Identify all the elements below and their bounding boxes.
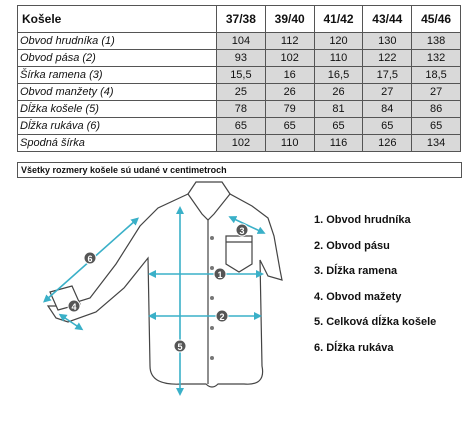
marker-3	[236, 224, 248, 236]
marker-label: 1	[217, 270, 223, 280]
table-cell: 130	[363, 33, 412, 50]
legend-item: 5. Celková dĺžka košele	[314, 316, 437, 328]
table-cell: 65	[314, 118, 363, 135]
table-cell: 110	[314, 50, 363, 67]
measurement-legend	[314, 214, 436, 367]
table-cell: 116	[314, 135, 363, 152]
table-header-row	[18, 6, 461, 33]
marker-label: 4	[71, 302, 77, 312]
table-row	[18, 67, 461, 84]
marker-6	[84, 252, 96, 264]
table-cell: 93	[217, 50, 266, 67]
table-cell: 102	[217, 135, 266, 152]
legend-item: 4. Obvod mažety	[314, 290, 402, 303]
table-row	[18, 101, 461, 118]
table-cell: 104	[217, 33, 266, 50]
legend-item: 6. Dĺžka rukáva	[314, 341, 394, 354]
row-label: Obvod manžety (4)	[18, 84, 217, 101]
table-cell: 81	[314, 101, 363, 118]
table-cell: 16,5	[314, 67, 363, 84]
table-cell: 18,5	[412, 67, 461, 84]
table-cell: 112	[265, 33, 314, 50]
shirt-diagram	[0, 180, 300, 425]
table-row	[18, 50, 461, 67]
size-table	[17, 5, 461, 152]
table-cell: 84	[363, 101, 412, 118]
table-cell: 27	[412, 84, 461, 101]
row-label: Obvod hrudníka (1)	[18, 33, 217, 50]
table-header-cell: 45/46	[412, 6, 461, 33]
marker-label: 2	[219, 312, 225, 322]
marker-5	[174, 340, 186, 352]
table-header-cell: 37/38	[217, 6, 266, 33]
table-row	[18, 84, 461, 101]
units-note: Všetky rozmery košele sú udané v centimetroch	[17, 162, 462, 178]
legend-item: 3. Dĺžka ramena	[314, 265, 398, 277]
marker-1	[214, 268, 226, 280]
table-cell: 134	[412, 135, 461, 152]
table-cell: 138	[412, 33, 461, 50]
table-cell: 86	[412, 101, 461, 118]
table-header-cell: 41/42	[314, 6, 363, 33]
table-cell: 65	[412, 118, 461, 135]
row-label: Obvod pása (2)	[18, 50, 217, 67]
table-cell: 79	[265, 101, 314, 118]
shirt-outline	[48, 182, 282, 387]
table-cell: 25	[217, 84, 266, 101]
table-row	[18, 135, 461, 152]
legend-item: 1. Obvod hrudníka	[314, 214, 411, 226]
table-header-cell: 43/44	[363, 6, 412, 33]
table-cell: 120	[314, 33, 363, 50]
table-cell: 17,5	[363, 67, 412, 84]
table-header-cell: 39/40	[265, 6, 314, 33]
table-cell: 102	[265, 50, 314, 67]
table-row	[18, 118, 461, 135]
table-cell: 15,5	[217, 67, 266, 84]
table-cell: 16	[265, 67, 314, 84]
legend-item: 2. Obvod pásu	[314, 239, 390, 252]
row-label: Dĺžka rukáva (6)	[18, 118, 217, 135]
table-cell: 122	[363, 50, 412, 67]
table-cell: 26	[314, 84, 363, 101]
table-cell: 126	[363, 135, 412, 152]
row-label: Spodná šírka	[18, 135, 217, 152]
marker-4	[68, 300, 80, 312]
marker-label: 6	[87, 254, 93, 264]
table-cell: 132	[412, 50, 461, 67]
table-cell: 65	[363, 118, 412, 135]
row-label: Dĺžka košele (5)	[18, 101, 217, 118]
marker-label: 5	[177, 342, 183, 352]
table-header-cell: Košele	[18, 6, 217, 33]
table-row	[18, 33, 461, 50]
table-cell: 27	[363, 84, 412, 101]
table-cell: 78	[217, 101, 266, 118]
table-cell: 26	[265, 84, 314, 101]
row-label: Šírka ramena (3)	[18, 67, 217, 84]
marker-2	[216, 310, 228, 322]
marker-label: 3	[239, 226, 245, 236]
table-cell: 110	[265, 135, 314, 152]
table-cell: 65	[265, 118, 314, 135]
table-cell: 65	[217, 118, 266, 135]
